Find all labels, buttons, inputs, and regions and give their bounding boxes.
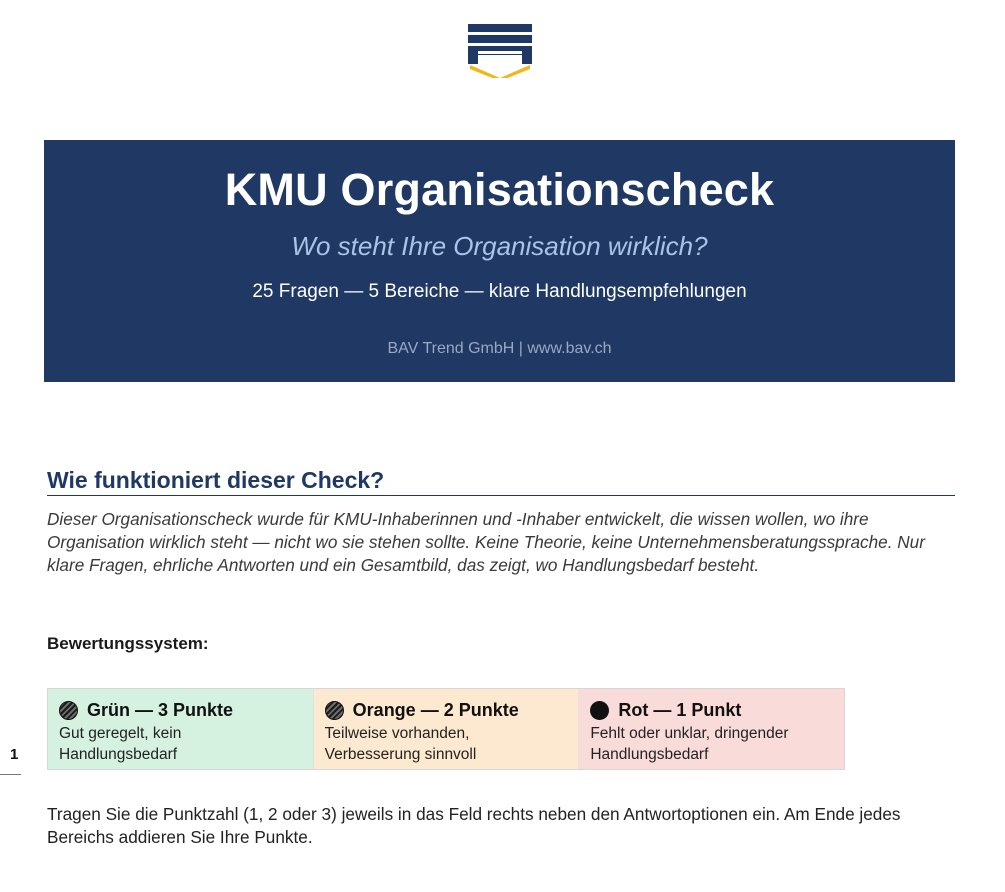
intro-paragraph: Dieser Organisationscheck wurde für KMU-Inhaberinnen und -Inhaber entwickelt, die wissen wollen, wo ihre Organisation wirklich steht — nicht wo sie stehen sollte. Keine Theorie, keine Unternehmensberatungssprache. Nur klare Fragen, ehrliche Antworten und ein Gesamtbild, das zeigt, wo Handlungsbedarf besteht. xyxy=(47,509,925,575)
rating-cell-red xyxy=(578,689,844,769)
orange-circle-icon xyxy=(325,701,344,720)
rating-desc-line: Handlungsbedarf xyxy=(59,746,178,763)
rating-desc-green xyxy=(59,723,303,765)
green-circle-icon xyxy=(59,701,78,720)
rating-desc-line: Gut geregelt, kein xyxy=(59,725,182,742)
rating-desc-line: Teilweise vorhanden, xyxy=(324,725,470,742)
document-subtitle: Wo steht Ihre Organisation wirklich? xyxy=(291,231,708,261)
rating-title-orange: Orange — 2 Punkte xyxy=(352,699,519,720)
rating-cell-header xyxy=(325,698,569,722)
rating-title-green: Grün — 3 Punkte xyxy=(87,699,234,720)
rating-desc-line: Fehlt oder unklar, dringender xyxy=(590,725,789,742)
title-banner xyxy=(44,140,955,382)
document-title: KMU Organisationscheck xyxy=(224,164,775,215)
rating-system-label: Bewertungssystem: xyxy=(47,634,209,653)
company-info: BAV Trend GmbH | www.bav.ch xyxy=(387,340,612,357)
rating-desc-line: Verbesserung sinnvoll xyxy=(324,746,477,763)
section-heading: Wie funktioniert dieser Check? xyxy=(47,467,385,493)
rating-title-red: Rot — 1 Punkt xyxy=(618,699,742,720)
page-number: 1 xyxy=(10,746,19,763)
bav-logo xyxy=(468,24,532,78)
red-circle-icon xyxy=(590,701,609,720)
rating-cell-orange xyxy=(313,689,579,769)
rating-cell-header xyxy=(59,698,303,722)
document-tagline: 25 Fragen — 5 Bereiche — klare Handlungsempfehlungen xyxy=(252,281,747,302)
rating-cell-header xyxy=(590,698,834,722)
rating-desc-red xyxy=(590,723,834,765)
rating-cell-green xyxy=(48,689,313,769)
instructions-paragraph: Tragen Sie die Punktzahl (1, 2 oder 3) jeweils in das Feld rechts neben den Antwortoptionen ein. Am Ende jedes Bereichs addieren Sie Ihre Punkte. xyxy=(47,804,901,847)
rating-table xyxy=(47,688,845,770)
rating-desc-line: Handlungsbedarf xyxy=(590,746,709,763)
rating-desc-orange xyxy=(325,723,569,765)
page-number-rule xyxy=(0,774,21,775)
heading-divider xyxy=(47,495,955,496)
